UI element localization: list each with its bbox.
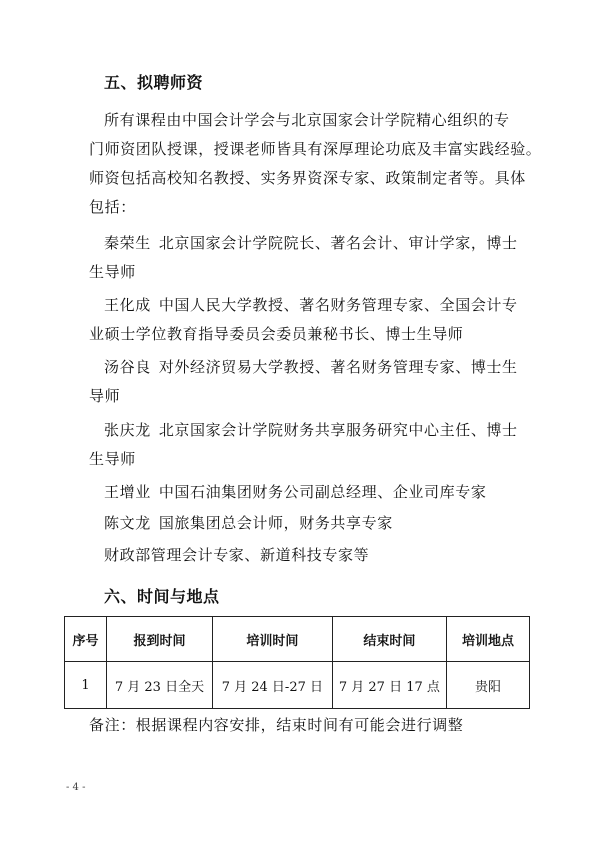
teacher-entry xyxy=(89,478,529,507)
teacher-name: 王增业 xyxy=(104,483,151,501)
section-6-heading: 六、时间与地点 xyxy=(104,587,220,606)
teacher-name: 汤谷良 xyxy=(104,358,151,376)
intro-line: 师资包括高校知名教授、实务界资深专家、政策制定者等。具体 xyxy=(89,169,526,187)
intro-line: 所有课程由中国会计学会与北京国家会计学院精心组织的专 xyxy=(104,111,510,129)
column-header: 序号 xyxy=(65,617,107,662)
teacher-description: 中国石油集团财务公司副总经理、企业司库专家 xyxy=(158,483,487,501)
teacher-name: 王化成 xyxy=(104,296,151,314)
intro-line: 门师资团队授课，授课老师皆具有深厚理论功底及丰富实践经验。 xyxy=(89,140,542,158)
page-number: - 4 - xyxy=(66,782,86,793)
teacher-description: 北京国家会计学院财务共享服务研究中心主任、博士 xyxy=(158,421,518,439)
teacher-description-continued: 生导师 xyxy=(89,450,136,468)
teacher-description-continued: 业硕士学位教育指导委员会委员兼秘书长、博士生导师 xyxy=(89,325,464,343)
section-5-intro xyxy=(89,106,542,222)
table-row xyxy=(65,662,530,709)
teacher-description: 对外经济贸易大学教授、著名财务管理专家、博士生 xyxy=(158,358,518,376)
table-header-row xyxy=(65,617,530,662)
closing-line: 财政部管理会计专家、新道科技专家等 xyxy=(104,546,370,564)
teacher-name: 张庆龙 xyxy=(104,421,151,439)
intro-line: 包括： xyxy=(89,198,136,216)
table-cell: 7 月 24 日-27 日 xyxy=(212,662,332,709)
column-header: 结束时间 xyxy=(332,617,446,662)
column-header: 培训时间 xyxy=(212,617,332,662)
table-cell: 贵阳 xyxy=(446,662,529,709)
schedule-note: 备注：根据课程内容安排，结束时间有可能会进行调整 xyxy=(89,716,464,734)
teachers-closing xyxy=(89,541,529,570)
teacher-entry xyxy=(89,229,529,287)
table-cell: 7 月 23 日全天 xyxy=(107,662,213,709)
schedule-table xyxy=(64,616,530,709)
teacher-entry xyxy=(89,509,529,538)
teacher-name: 陈文龙 xyxy=(104,514,151,532)
teacher-entry xyxy=(89,353,529,411)
teacher-description: 北京国家会计学院院长、著名会计、审计学家，博士 xyxy=(158,234,518,252)
teacher-description-continued: 生导师 xyxy=(89,263,136,281)
column-header: 培训地点 xyxy=(446,617,529,662)
teacher-name: 秦荣生 xyxy=(104,234,151,252)
section-5-heading: 五、拟聘师资 xyxy=(104,73,204,92)
teacher-description-continued: 导师 xyxy=(89,387,121,405)
teacher-entry xyxy=(89,291,529,349)
teacher-description: 国旅集团总会计师，财务共享专家 xyxy=(158,514,393,532)
teacher-entry xyxy=(89,416,529,474)
teacher-description: 中国人民大学教授、著名财务管理专家、全国会计专 xyxy=(158,296,518,314)
column-header: 报到时间 xyxy=(107,617,213,662)
table-cell: 7 月 27 日 17 点 xyxy=(332,662,446,709)
table-cell: 1 xyxy=(65,662,107,709)
